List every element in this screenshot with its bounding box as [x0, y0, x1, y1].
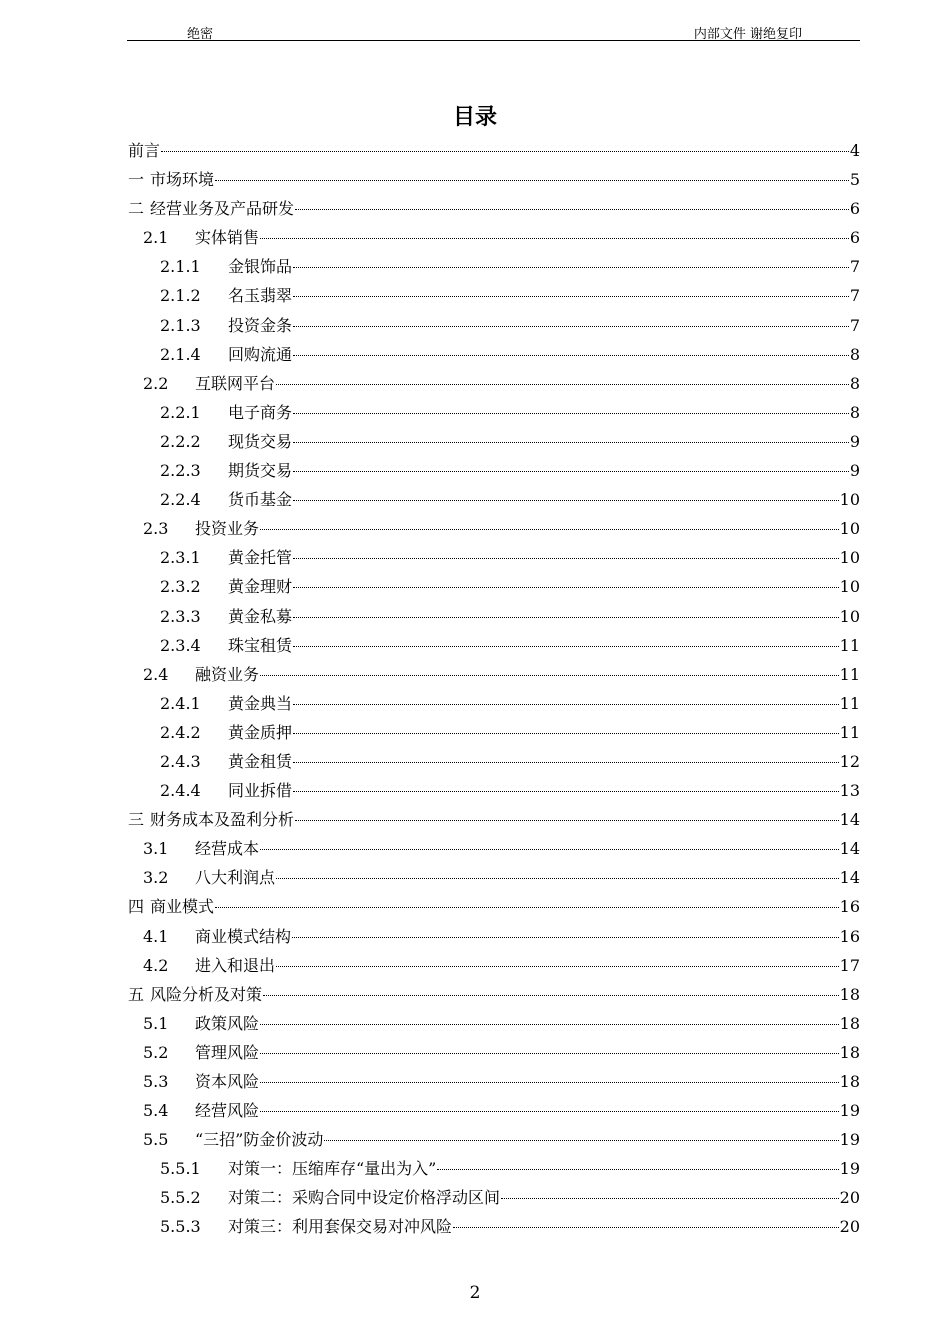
toc-entry-page: 8 — [849, 373, 860, 393]
toc-entry[interactable] — [128, 165, 860, 194]
toc-entry-label: 对策一：压缩库存“量出为入” — [228, 1159, 437, 1179]
toc-entry-page: 11 — [839, 635, 860, 655]
toc-entry-number: 2.3.3 — [160, 606, 201, 626]
toc-entry-number: 5.5 — [143, 1130, 169, 1150]
toc-entry-page: 20 — [839, 1217, 860, 1237]
toc-entry-number: 2.2.2 — [160, 431, 201, 451]
toc-entry[interactable] — [128, 747, 860, 776]
page-header — [127, 22, 860, 41]
toc-entry-page: 6 — [849, 199, 860, 219]
toc-entry[interactable] — [128, 398, 860, 427]
toc-leader-dots — [215, 179, 849, 181]
toc-entry-number: 2.1 — [143, 228, 169, 248]
toc-entry-page: 7 — [849, 286, 860, 306]
toc-leader-dots — [292, 936, 839, 938]
toc-entry-label: 经营成本 — [195, 839, 260, 859]
toc-entry-page: 10 — [839, 577, 860, 597]
toc-entry-page: 9 — [849, 461, 860, 481]
toc-entry-number: 2.3.2 — [160, 577, 201, 597]
toc-entry-number: 2.2.1 — [160, 402, 201, 422]
toc-leader-dots — [215, 906, 839, 908]
toc-entry-number: 4.2 — [143, 955, 169, 975]
toc-entry[interactable] — [128, 1038, 860, 1067]
toc-entry-label: 黄金质押 — [228, 722, 293, 742]
toc-leader-dots — [260, 1023, 839, 1025]
toc-leader-dots — [293, 557, 839, 559]
toc-entry-label: 名玉翡翠 — [228, 286, 293, 306]
toc-entry-page: 7 — [849, 315, 860, 335]
toc-entry-number: 2.4.4 — [160, 781, 201, 801]
toc-leader-dots — [276, 877, 839, 879]
toc-entry-number: 五 — [128, 984, 145, 1004]
toc-leader-dots — [293, 761, 839, 763]
toc-entry-number: 一 — [128, 170, 145, 190]
toc-entry-number: 四 — [128, 897, 145, 917]
toc-entry[interactable] — [128, 427, 860, 456]
toc-leader-dots — [293, 616, 839, 618]
toc-entry-number: 3.2 — [143, 868, 169, 888]
toc-entry-page: 10 — [839, 519, 860, 539]
toc-entry-label: 风险分析及对策 — [150, 984, 263, 1004]
toc-entry-number: 5.2 — [143, 1042, 169, 1062]
toc-entry-number: 2.2 — [143, 373, 169, 393]
toc-leader-dots — [293, 295, 849, 297]
toc-entry-label: 商业模式 — [150, 897, 215, 917]
toc-entry-label: 黄金理财 — [228, 577, 293, 597]
toc-entry[interactable] — [128, 660, 860, 689]
toc-leader-dots — [293, 266, 849, 268]
toc-entry-label: “三招”防金价波动 — [195, 1130, 324, 1150]
toc-entry-page: 7 — [849, 257, 860, 277]
toc-entry[interactable] — [128, 776, 860, 805]
toc-entry-number: 2.2.4 — [160, 490, 201, 510]
toc-entry-label: 对策二：采购合同中设定价格浮动区间 — [228, 1188, 501, 1208]
toc-entry-label: 财务成本及盈利分析 — [150, 810, 295, 830]
toc-entry-page: 9 — [849, 431, 860, 451]
toc-entry-page: 19 — [839, 1101, 860, 1121]
toc-entry-number: 2.2.3 — [160, 461, 201, 481]
toc-entry-number: 5.4 — [143, 1101, 169, 1121]
toc-entry-label: 对策三：利用套保交易对冲风险 — [228, 1217, 453, 1237]
toc-entry-number: 5.5.2 — [160, 1188, 201, 1208]
toc-leader-dots — [295, 208, 849, 210]
toc-entry-label: 政策风险 — [195, 1013, 260, 1033]
toc-entry-page: 18 — [839, 984, 860, 1004]
toc-entry-label: 黄金租赁 — [228, 751, 293, 771]
toc-entry[interactable] — [128, 340, 860, 369]
toc-entry-number: 2.1.1 — [160, 257, 201, 277]
toc-entry-label: 管理风险 — [195, 1042, 260, 1062]
toc-leader-dots — [293, 470, 849, 472]
toc-entry-number: 2.3 — [143, 519, 169, 539]
toc-leader-dots — [260, 1052, 839, 1054]
toc-entry-page: 16 — [839, 897, 860, 917]
toc-entry-label: 金银饰品 — [228, 257, 293, 277]
toc-entry-number: 5.3 — [143, 1072, 169, 1091]
toc-entry-number: 二 — [128, 199, 145, 219]
toc-entry-page: 19 — [839, 1159, 860, 1179]
toc-entry-number: 3.1 — [143, 839, 169, 859]
toc-leader-dots — [263, 994, 839, 996]
toc-entry[interactable] — [128, 514, 860, 543]
toc-entry-label: 回购流通 — [228, 344, 293, 364]
toc-entry-label: 融资业务 — [195, 664, 260, 684]
toc-entry[interactable] — [128, 136, 860, 165]
toc-entry-number: 2.3.4 — [160, 635, 201, 655]
toc-entry-label: 资本风险 — [195, 1072, 260, 1091]
toc-leader-dots — [437, 1168, 838, 1170]
toc-entry[interactable] — [128, 922, 860, 951]
toc-entry-number: 2.3.1 — [160, 548, 201, 568]
toc-entry[interactable] — [128, 631, 860, 660]
toc-entry-page: 18 — [839, 1013, 860, 1033]
toc-entry-page: 14 — [839, 810, 860, 830]
toc-entry-page: 10 — [839, 490, 860, 510]
toc-entry-page: 10 — [839, 606, 860, 626]
toc-leader-dots — [293, 703, 839, 705]
toc-leader-dots — [260, 528, 839, 530]
toc-entry[interactable] — [128, 1154, 860, 1183]
toc-entry[interactable] — [128, 602, 860, 631]
toc-leader-dots — [293, 354, 849, 356]
toc-entry-label: 黄金典当 — [228, 693, 293, 713]
toc-entry-label: 货币基金 — [228, 490, 293, 510]
toc-leader-dots — [293, 499, 839, 501]
page-number: 2 — [469, 1283, 481, 1303]
toc-entry-number: 2.4.3 — [160, 751, 201, 771]
toc-entry[interactable] — [128, 281, 860, 310]
toc-entry-page: 5 — [849, 170, 860, 190]
toc-entry-page: 19 — [839, 1130, 860, 1150]
toc-entry[interactable] — [128, 194, 860, 223]
header-left-text: 绝密 — [187, 27, 214, 42]
toc-entry-number: 2.4 — [143, 664, 169, 684]
toc-entry[interactable] — [128, 543, 860, 572]
toc-entry-number: 5.5.3 — [160, 1217, 201, 1237]
toc-entry[interactable] — [128, 892, 860, 921]
header-right-text: 内部文件 谢绝复印 — [693, 27, 802, 42]
toc-entry-label: 经营风险 — [195, 1101, 260, 1121]
toc-entry-number: 2.4.2 — [160, 722, 201, 742]
toc-leader-dots — [260, 674, 839, 676]
toc-leader-dots — [293, 325, 849, 327]
toc-leader-dots — [293, 645, 839, 647]
toc-entry-label: 投资业务 — [195, 519, 260, 539]
toc-leader-dots — [260, 1110, 839, 1112]
toc-leader-dots — [276, 965, 839, 967]
toc-entry-number: 三 — [128, 810, 145, 830]
toc-entry-page: 4 — [849, 141, 860, 160]
toc-leader-dots — [260, 1081, 839, 1083]
toc-leader-dots — [260, 237, 849, 239]
toc-entry[interactable] — [128, 834, 860, 863]
toc-entry[interactable] — [128, 1212, 860, 1241]
toc-entry-number: 2.1.3 — [160, 315, 201, 335]
toc-entry-label: 现货交易 — [228, 431, 293, 451]
toc-entry[interactable] — [128, 718, 860, 747]
toc-entry-page: 13 — [839, 781, 860, 801]
toc-entry-label: 电子商务 — [228, 402, 293, 422]
toc-entry-page: 10 — [839, 548, 860, 568]
toc-entry[interactable] — [128, 863, 860, 892]
toc-entry-label: 黄金托管 — [228, 548, 293, 568]
toc-entry-number: 2.4.1 — [160, 693, 201, 713]
toc-entry-label: 互联网平台 — [195, 373, 276, 393]
toc-entry-label: 商业模式结构 — [195, 926, 292, 946]
toc-leader-dots — [293, 790, 839, 792]
toc-entry-number: 5.1 — [143, 1013, 169, 1033]
table-of-contents — [128, 136, 860, 1242]
toc-entry-page: 8 — [849, 402, 860, 422]
toc-entry-number: 2.1.4 — [160, 344, 201, 364]
toc-entry[interactable] — [128, 980, 860, 1009]
toc-entry-page: 16 — [839, 926, 860, 946]
toc-entry-label: 珠宝租赁 — [228, 635, 293, 655]
toc-entry-page: 18 — [839, 1042, 860, 1062]
toc-entry-number: 4.1 — [143, 926, 169, 946]
toc-leader-dots — [501, 1197, 839, 1199]
toc-leader-dots — [453, 1226, 839, 1228]
toc-entry-page: 18 — [839, 1072, 860, 1091]
toc-entry-page: 20 — [839, 1188, 860, 1208]
toc-entry-label: 八大利润点 — [195, 868, 276, 888]
toc-entry-label: 同业拆借 — [228, 781, 293, 801]
toc-entry-page: 14 — [839, 868, 860, 888]
page-title: 目录 — [452, 105, 497, 130]
toc-leader-dots — [324, 1139, 838, 1141]
toc-entry[interactable] — [128, 252, 860, 281]
toc-entry-label: 黄金私募 — [228, 606, 293, 626]
toc-entry-page: 8 — [849, 344, 860, 364]
toc-leader-dots — [295, 819, 839, 821]
toc-entry[interactable] — [128, 689, 860, 718]
toc-entry-page: 12 — [839, 751, 860, 771]
toc-leader-dots — [293, 732, 839, 734]
toc-leader-dots — [293, 441, 849, 443]
toc-entry-page: 17 — [839, 955, 860, 975]
toc-leader-dots — [293, 412, 849, 414]
toc-entry-label: 前言 — [128, 141, 161, 160]
toc-entry[interactable] — [128, 1096, 860, 1125]
toc-entry[interactable] — [128, 1183, 860, 1212]
toc-entry-page: 11 — [839, 722, 860, 742]
toc-leader-dots — [293, 586, 839, 588]
toc-entry[interactable] — [128, 951, 860, 980]
toc-entry-number: 5.5.1 — [160, 1159, 201, 1179]
toc-entry-label: 进入和退出 — [195, 955, 276, 975]
toc-entry-page: 11 — [839, 664, 860, 684]
toc-entry-page: 14 — [839, 839, 860, 859]
toc-entry-label: 市场环境 — [150, 170, 215, 190]
toc-entry[interactable] — [128, 572, 860, 601]
toc-entry[interactable] — [128, 1009, 860, 1038]
toc-entry[interactable] — [128, 223, 860, 252]
toc-leader-dots — [260, 848, 839, 850]
toc-entry[interactable] — [128, 456, 860, 485]
toc-entry-number: 2.1.2 — [160, 286, 201, 306]
toc-entry[interactable] — [128, 311, 860, 340]
toc-entry[interactable] — [128, 369, 860, 398]
toc-leader-dots — [276, 383, 849, 385]
toc-entry-label: 期货交易 — [228, 461, 293, 481]
toc-entry[interactable] — [128, 485, 860, 514]
toc-entry-label: 实体销售 — [195, 228, 260, 248]
toc-entry-page: 11 — [839, 693, 860, 713]
toc-entry-label: 经营业务及产品研发 — [150, 199, 295, 219]
toc-leader-dots — [161, 150, 849, 152]
toc-entry[interactable] — [128, 805, 860, 834]
toc-entry-page: 6 — [849, 228, 860, 248]
toc-entry[interactable] — [128, 1067, 860, 1096]
toc-entry[interactable] — [128, 1125, 860, 1154]
toc-entry-label: 投资金条 — [228, 315, 293, 335]
